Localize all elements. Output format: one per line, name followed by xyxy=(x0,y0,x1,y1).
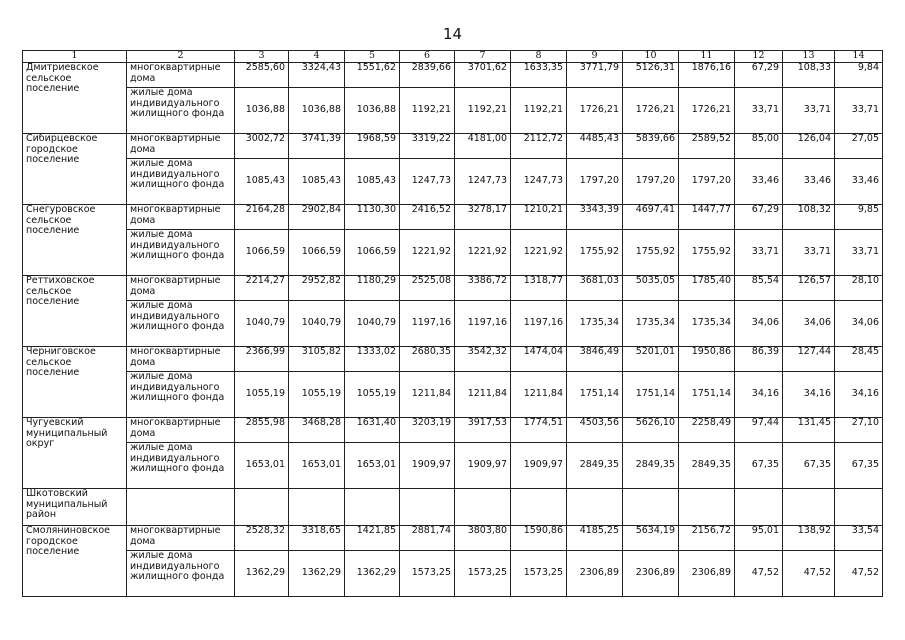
value-cell: 1055,19 xyxy=(345,372,400,418)
value-cell: 1040,79 xyxy=(289,301,345,347)
value-cell: 3324,43 xyxy=(289,63,345,88)
value-cell: 85,54 xyxy=(735,276,783,301)
value-cell: 1055,19 xyxy=(289,372,345,418)
value-cell: 3701,62 xyxy=(455,63,511,88)
value-cell: 33,71 xyxy=(835,88,883,134)
value-cell: 3846,49 xyxy=(567,347,623,372)
value-cell: 1726,21 xyxy=(623,88,679,134)
value-cell: 1197,16 xyxy=(400,301,455,347)
municipality-name: Дмитриевское сельское поселение xyxy=(23,63,127,134)
municipality-name: Реттиховское сельское поселение xyxy=(23,276,127,347)
municipality-name: Черниговское сельское поселение xyxy=(23,347,127,418)
column-number: 8 xyxy=(511,51,567,63)
value-cell: 1474,04 xyxy=(511,347,567,372)
value-cell: 33,71 xyxy=(735,230,783,276)
tariff-table xyxy=(22,50,883,597)
empty-cell xyxy=(735,489,783,526)
value-cell: 4185,25 xyxy=(567,526,623,551)
value-cell: 1755,92 xyxy=(623,230,679,276)
column-number: 5 xyxy=(345,51,400,63)
column-number: 3 xyxy=(235,51,289,63)
value-cell: 3741,39 xyxy=(289,134,345,159)
column-number: 2 xyxy=(127,51,235,63)
value-cell: 1247,73 xyxy=(400,159,455,205)
value-cell: 1726,21 xyxy=(567,88,623,134)
value-cell: 28,45 xyxy=(835,347,883,372)
value-cell: 3542,32 xyxy=(455,347,511,372)
value-cell: 4503,56 xyxy=(567,418,623,443)
value-cell: 2849,35 xyxy=(567,443,623,489)
table-row-izhs xyxy=(23,301,883,347)
value-cell: 1421,85 xyxy=(345,526,400,551)
value-cell: 1333,02 xyxy=(345,347,400,372)
value-cell: 1036,88 xyxy=(289,88,345,134)
value-cell: 85,00 xyxy=(735,134,783,159)
table-row-mkd xyxy=(23,63,883,88)
table-row-izhs xyxy=(23,372,883,418)
municipality-name: Чугуевский муниципальный округ xyxy=(23,418,127,489)
value-cell: 1968,59 xyxy=(345,134,400,159)
value-cell: 1066,59 xyxy=(289,230,345,276)
municipality-name: Сибирцевское городское поселение xyxy=(23,134,127,205)
value-cell: 1909,97 xyxy=(455,443,511,489)
table-row-izhs xyxy=(23,88,883,134)
column-number: 9 xyxy=(567,51,623,63)
value-cell: 1774,51 xyxy=(511,418,567,443)
value-cell: 1909,97 xyxy=(511,443,567,489)
value-cell: 1130,30 xyxy=(345,205,400,230)
value-cell: 1192,21 xyxy=(400,88,455,134)
column-number: 14 xyxy=(835,51,883,63)
value-cell: 1797,20 xyxy=(623,159,679,205)
value-cell: 1785,40 xyxy=(679,276,735,301)
municipality-name: Снегуровское сельское поселение xyxy=(23,205,127,276)
housing-type: многоквартирные дома xyxy=(127,526,235,551)
empty-cell xyxy=(511,489,567,526)
value-cell: 1633,35 xyxy=(511,63,567,88)
value-cell: 3917,53 xyxy=(455,418,511,443)
value-cell: 2258,49 xyxy=(679,418,735,443)
value-cell: 1318,77 xyxy=(511,276,567,301)
housing-type: жилые дома индивидуального жилищного фонда xyxy=(127,372,235,418)
value-cell: 1797,20 xyxy=(567,159,623,205)
value-cell: 127,44 xyxy=(783,347,835,372)
value-cell: 27,10 xyxy=(835,418,883,443)
value-cell: 1066,59 xyxy=(235,230,289,276)
value-cell: 5201,01 xyxy=(623,347,679,372)
value-cell: 1055,19 xyxy=(235,372,289,418)
value-cell: 3002,72 xyxy=(235,134,289,159)
value-cell: 1221,92 xyxy=(511,230,567,276)
value-cell: 1197,16 xyxy=(511,301,567,347)
value-cell: 1631,40 xyxy=(345,418,400,443)
value-cell: 33,54 xyxy=(835,526,883,551)
table-row-izhs xyxy=(23,159,883,205)
table-body xyxy=(23,63,883,597)
empty-cell xyxy=(835,489,883,526)
value-cell: 67,35 xyxy=(735,443,783,489)
value-cell: 1735,34 xyxy=(679,301,735,347)
column-number: 13 xyxy=(783,51,835,63)
value-cell: 28,10 xyxy=(835,276,883,301)
value-cell: 1551,62 xyxy=(345,63,400,88)
housing-type: многоквартирные дома xyxy=(127,205,235,230)
value-cell: 1040,79 xyxy=(235,301,289,347)
value-cell: 1221,92 xyxy=(400,230,455,276)
housing-type: многоквартирные дома xyxy=(127,63,235,88)
value-cell: 2306,89 xyxy=(567,551,623,597)
value-cell: 108,32 xyxy=(783,205,835,230)
value-cell: 3771,79 xyxy=(567,63,623,88)
value-cell: 4181,00 xyxy=(455,134,511,159)
empty-cell xyxy=(235,489,289,526)
value-cell: 3343,39 xyxy=(567,205,623,230)
housing-type: жилые дома индивидуального жилищного фонда xyxy=(127,551,235,597)
empty-cell xyxy=(345,489,400,526)
column-number: 12 xyxy=(735,51,783,63)
housing-type: жилые дома индивидуального жилищного фонда xyxy=(127,88,235,134)
value-cell: 3681,03 xyxy=(567,276,623,301)
page-number: 14 xyxy=(442,25,463,43)
value-cell: 1573,25 xyxy=(511,551,567,597)
column-number: 7 xyxy=(455,51,511,63)
value-cell: 2952,82 xyxy=(289,276,345,301)
value-cell: 1211,84 xyxy=(511,372,567,418)
value-cell: 1751,14 xyxy=(679,372,735,418)
value-cell: 3319,22 xyxy=(400,134,455,159)
value-cell: 2164,28 xyxy=(235,205,289,230)
value-cell: 2416,52 xyxy=(400,205,455,230)
value-cell: 34,16 xyxy=(783,372,835,418)
empty-cell xyxy=(783,489,835,526)
table-row-mkd xyxy=(23,418,883,443)
value-cell: 1036,88 xyxy=(345,88,400,134)
value-cell: 1192,21 xyxy=(455,88,511,134)
value-cell: 1210,21 xyxy=(511,205,567,230)
value-cell: 1085,43 xyxy=(345,159,400,205)
value-cell: 33,46 xyxy=(835,159,883,205)
value-cell: 2528,32 xyxy=(235,526,289,551)
value-cell: 1797,20 xyxy=(679,159,735,205)
value-cell: 1726,21 xyxy=(679,88,735,134)
value-cell: 9,84 xyxy=(835,63,883,88)
value-cell: 34,16 xyxy=(835,372,883,418)
value-cell: 2680,35 xyxy=(400,347,455,372)
table-row-mkd xyxy=(23,205,883,230)
value-cell: 3468,28 xyxy=(289,418,345,443)
value-cell: 2839,66 xyxy=(400,63,455,88)
empty-cell xyxy=(127,489,235,526)
table-row-mkd xyxy=(23,276,883,301)
value-cell: 1751,14 xyxy=(623,372,679,418)
value-cell: 5634,19 xyxy=(623,526,679,551)
housing-type: жилые дома индивидуального жилищного фонда xyxy=(127,230,235,276)
value-cell: 1085,43 xyxy=(289,159,345,205)
value-cell: 1653,01 xyxy=(235,443,289,489)
value-cell: 5126,31 xyxy=(623,63,679,88)
value-cell: 33,46 xyxy=(735,159,783,205)
empty-cell xyxy=(679,489,735,526)
value-cell: 3318,65 xyxy=(289,526,345,551)
value-cell: 1447,77 xyxy=(679,205,735,230)
value-cell: 2156,72 xyxy=(679,526,735,551)
table-row-mkd xyxy=(23,526,883,551)
housing-type: многоквартирные дома xyxy=(127,276,235,301)
value-cell: 67,29 xyxy=(735,205,783,230)
column-number: 11 xyxy=(679,51,735,63)
empty-cell xyxy=(623,489,679,526)
value-cell: 1573,25 xyxy=(400,551,455,597)
value-cell: 1755,92 xyxy=(567,230,623,276)
empty-cell xyxy=(400,489,455,526)
value-cell: 2112,72 xyxy=(511,134,567,159)
value-cell: 33,71 xyxy=(783,230,835,276)
value-cell: 4485,43 xyxy=(567,134,623,159)
value-cell: 1192,21 xyxy=(511,88,567,134)
municipality-name: Смоляниновское городское поселение xyxy=(23,526,127,597)
value-cell: 2306,89 xyxy=(679,551,735,597)
column-number: 10 xyxy=(623,51,679,63)
value-cell: 34,06 xyxy=(835,301,883,347)
empty-cell xyxy=(455,489,511,526)
value-cell: 33,71 xyxy=(835,230,883,276)
value-cell: 95,01 xyxy=(735,526,783,551)
value-cell: 33,71 xyxy=(783,88,835,134)
value-cell: 1735,34 xyxy=(623,301,679,347)
value-cell: 34,06 xyxy=(783,301,835,347)
value-cell: 1362,29 xyxy=(235,551,289,597)
empty-cell xyxy=(289,489,345,526)
table-row-izhs xyxy=(23,230,883,276)
housing-type: многоквартирные дома xyxy=(127,418,235,443)
value-cell: 2585,60 xyxy=(235,63,289,88)
housing-type: жилые дома индивидуального жилищного фонда xyxy=(127,301,235,347)
value-cell: 33,46 xyxy=(783,159,835,205)
table-row-izhs xyxy=(23,443,883,489)
value-cell: 3803,80 xyxy=(455,526,511,551)
value-cell: 108,33 xyxy=(783,63,835,88)
value-cell: 1590,86 xyxy=(511,526,567,551)
value-cell: 2881,74 xyxy=(400,526,455,551)
value-cell: 33,71 xyxy=(735,88,783,134)
table-row-izhs xyxy=(23,551,883,597)
value-cell: 2855,98 xyxy=(235,418,289,443)
value-cell: 1950,86 xyxy=(679,347,735,372)
value-cell: 126,04 xyxy=(783,134,835,159)
value-cell: 1180,29 xyxy=(345,276,400,301)
value-cell: 2306,89 xyxy=(623,551,679,597)
table-row-mkd xyxy=(23,134,883,159)
value-cell: 47,52 xyxy=(783,551,835,597)
value-cell: 47,52 xyxy=(835,551,883,597)
value-cell: 5626,10 xyxy=(623,418,679,443)
value-cell: 2525,08 xyxy=(400,276,455,301)
value-cell: 9,85 xyxy=(835,205,883,230)
value-cell: 67,35 xyxy=(783,443,835,489)
value-cell: 3278,17 xyxy=(455,205,511,230)
value-cell: 1211,84 xyxy=(400,372,455,418)
value-cell: 1247,73 xyxy=(455,159,511,205)
value-cell: 126,57 xyxy=(783,276,835,301)
housing-type: многоквартирные дома xyxy=(127,347,235,372)
value-cell: 1876,16 xyxy=(679,63,735,88)
value-cell: 1085,43 xyxy=(235,159,289,205)
value-cell: 5839,66 xyxy=(623,134,679,159)
value-cell: 1653,01 xyxy=(289,443,345,489)
value-cell: 1573,25 xyxy=(455,551,511,597)
column-number: 6 xyxy=(400,51,455,63)
district-heading: Шкотовский муниципальный район xyxy=(23,489,127,526)
housing-type: жилые дома индивидуального жилищного фонда xyxy=(127,443,235,489)
value-cell: 1653,01 xyxy=(345,443,400,489)
value-cell: 67,35 xyxy=(835,443,883,489)
value-cell: 86,39 xyxy=(735,347,783,372)
value-cell: 1221,92 xyxy=(455,230,511,276)
value-cell: 1755,92 xyxy=(679,230,735,276)
value-cell: 2849,35 xyxy=(623,443,679,489)
value-cell: 5035,05 xyxy=(623,276,679,301)
value-cell: 1362,29 xyxy=(289,551,345,597)
empty-cell xyxy=(567,489,623,526)
value-cell: 1036,88 xyxy=(235,88,289,134)
value-cell: 2589,52 xyxy=(679,134,735,159)
value-cell: 4697,41 xyxy=(623,205,679,230)
value-cell: 2902,84 xyxy=(289,205,345,230)
value-cell: 1751,14 xyxy=(567,372,623,418)
value-cell: 2214,27 xyxy=(235,276,289,301)
value-cell: 34,16 xyxy=(735,372,783,418)
column-number: 1 xyxy=(23,51,127,63)
value-cell: 67,29 xyxy=(735,63,783,88)
value-cell: 1040,79 xyxy=(345,301,400,347)
value-cell: 131,45 xyxy=(783,418,835,443)
value-cell: 3105,82 xyxy=(289,347,345,372)
value-cell: 1362,29 xyxy=(345,551,400,597)
value-cell: 27,05 xyxy=(835,134,883,159)
column-number: 4 xyxy=(289,51,345,63)
value-cell: 2849,35 xyxy=(679,443,735,489)
district-heading-row xyxy=(23,489,883,526)
column-number-row xyxy=(23,51,883,63)
value-cell: 1211,84 xyxy=(455,372,511,418)
value-cell: 1247,73 xyxy=(511,159,567,205)
value-cell: 2366,99 xyxy=(235,347,289,372)
value-cell: 97,44 xyxy=(735,418,783,443)
value-cell: 1197,16 xyxy=(455,301,511,347)
value-cell: 3386,72 xyxy=(455,276,511,301)
value-cell: 138,92 xyxy=(783,526,835,551)
value-cell: 1066,59 xyxy=(345,230,400,276)
value-cell: 1909,97 xyxy=(400,443,455,489)
table-row-mkd xyxy=(23,347,883,372)
value-cell: 3203,19 xyxy=(400,418,455,443)
housing-type: жилые дома индивидуального жилищного фонда xyxy=(127,159,235,205)
value-cell: 47,52 xyxy=(735,551,783,597)
value-cell: 1735,34 xyxy=(567,301,623,347)
value-cell: 34,06 xyxy=(735,301,783,347)
housing-type: многоквартирные дома xyxy=(127,134,235,159)
